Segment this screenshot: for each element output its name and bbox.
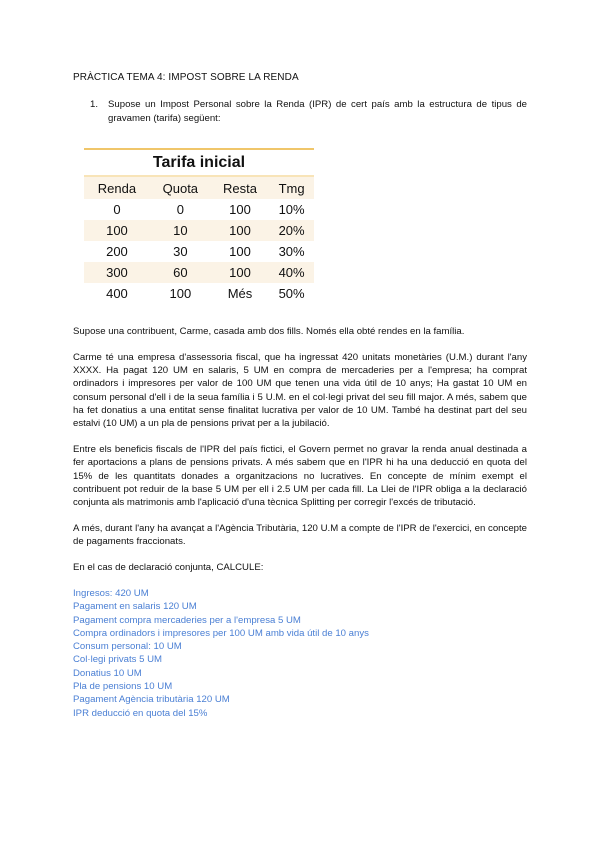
table-cell: 20%: [269, 220, 314, 241]
table-cell: 0: [176, 202, 184, 217]
note-item: Compra ordinadors i impresores per 100 UM amb vida útil de 10 anys: [73, 627, 369, 639]
table-cell: 200: [106, 244, 128, 259]
table-cell: 100: [84, 220, 150, 241]
table-row: [84, 199, 314, 220]
header-cell: Tmg: [269, 176, 314, 199]
table-cell: 100: [211, 220, 269, 241]
table-cell: 0: [113, 202, 121, 217]
paragraph: Entre els beneficis fiscals de l'IPR del país fictici, el Govern permet no gravar la renda anual destinada a fer aportacions a plans de pensions privats. A més sabem que en l'IPR hi ha una deducció en quota del 15% de les quantitats donades a organitzacions no lucratives. En concepte de mínim exempt el contribuent pot reduir de la base 5 UM per ell i 2.5 UM per cada fill. La Llei de l'IPR obliga a la declaració conjunta als matrimonis amb l'aplicació d'una tècnica Splitting per corregir l'excés de tributació.: [73, 444, 527, 509]
header-cell: Renda: [84, 176, 150, 199]
table-cell: 30%: [278, 244, 305, 259]
document-title: PRÀCTICA TEMA 4: IMPOST SOBRE LA RENDA: [73, 72, 299, 83]
table-caption: Tarifa inicial: [84, 149, 314, 176]
note-item: Ingresos: 420 UM: [73, 587, 149, 599]
table-row: [84, 241, 314, 262]
note-item: Donatius 10 UM: [73, 667, 142, 679]
body-text: [73, 325, 527, 720]
question-1: [90, 98, 527, 126]
question-number: 1.: [90, 99, 99, 110]
note-item: Pagament en salaris 120 UM: [73, 601, 197, 613]
header-cell: Quota: [150, 176, 211, 199]
note-item: Col·legi privats 5 UM: [73, 654, 163, 666]
table-cell: 10: [150, 220, 211, 241]
table-cell: 100: [169, 286, 192, 301]
paragraph: Carme té una empresa d'assessoria fiscal, que ha ingressat 420 unitats monetàries (U.M.) durant l'any XXXX. Ha pagat 120 UM en salaris, 5 UM en compra de mercaderies per a l'empresa; ha comprat ordinadors i impresores per valor de 100 UM que tenen una vida útil de 10 anys; Ha gastat 10 UM en consum personal d'ell i de la seua família i 5 U.M. en el col·legi privat del seu fill major. A més, sabem que ha fet donatius a una entitat sense finalitat lucrativa per valor de 10 UM. També ha destinat part del seu estalvi (10 UM) a un pla de pensions privat per a la jubilació.: [73, 351, 527, 430]
table-header-row: [84, 176, 314, 199]
header-cell: Resta: [211, 176, 269, 199]
table-cell: 100: [211, 262, 269, 283]
table-cell: 100: [229, 244, 251, 259]
table-row: [84, 262, 314, 283]
table-cell: 30: [173, 244, 188, 259]
table-cell: 10%: [278, 202, 305, 217]
paragraph: En el cas de declaració conjunta, CALCULE:: [73, 562, 264, 574]
note-item: Consum personal: 10 UM: [73, 641, 182, 653]
table-cell: 40%: [269, 262, 314, 283]
paragraph: Supose una contribuent, Carme, casada amb dos fills. Només ella obté rendes en la família.: [73, 326, 465, 337]
table-cell: 60: [150, 262, 211, 283]
table-cell: 400: [106, 286, 128, 301]
question-text: Supose un Impost Personal sobre la Renda (IPR) de cert país amb la estructura de tipus de gravamen (tarifa) següent:: [108, 99, 527, 124]
table-row: [84, 220, 314, 241]
note-item: IPR deducció en quota del 15%: [73, 707, 208, 719]
table-cell: 50%: [278, 286, 305, 301]
notes-list: [73, 587, 527, 720]
note-item: Pla de pensions 10 UM: [73, 681, 173, 693]
table-row: [84, 283, 314, 304]
table-cell: 300: [84, 262, 150, 283]
paragraph: A més, durant l'any ha avançat a l'Agència Tributària, 120 U.M a compte de l'IPR de l'exercici, en concepte de pagaments fraccionats.: [73, 523, 527, 548]
table-cell: 100: [229, 202, 251, 217]
table-cell: Més: [227, 286, 253, 301]
tariff-table: [84, 148, 314, 304]
note-item: Pagament Agència tributària 120 UM: [73, 694, 230, 706]
note-item: Pagament compra mercaderies per a l'empresa 5 UM: [73, 614, 301, 626]
